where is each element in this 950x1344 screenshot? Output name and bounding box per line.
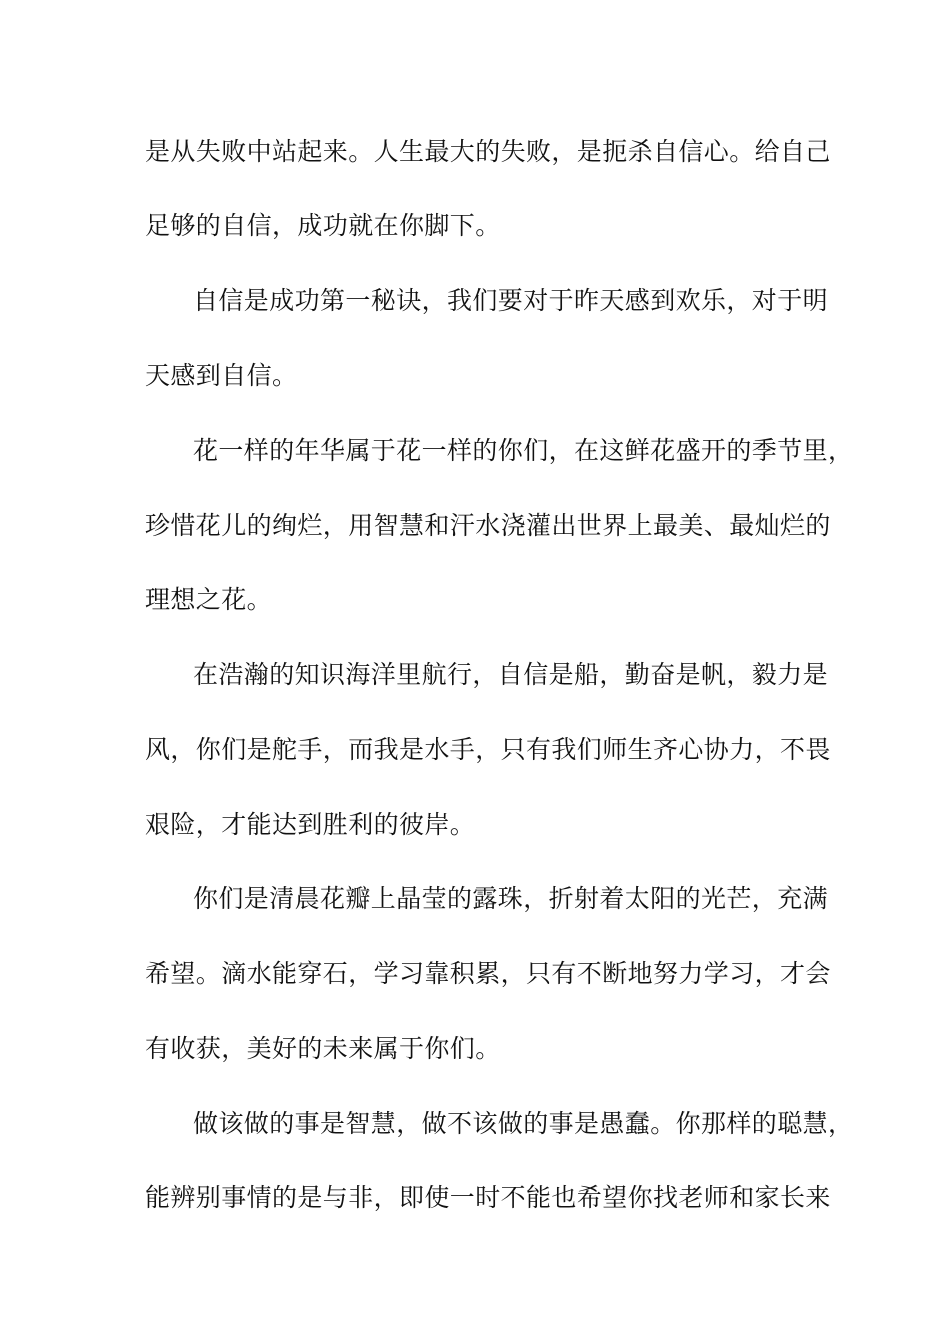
text-line: 珍惜花儿的绚烂，用智慧和汗水浇灌出世界上最美、最灿烂的 — [145, 511, 831, 540]
text-line: 理想之花。 — [145, 585, 273, 614]
paragraph-first-line: 花一样的年华属于花一样的你们，在这鲜花盛开的季节里， — [193, 436, 854, 465]
text-line: 足够的自信，成功就在你脚下。 — [145, 211, 501, 240]
paragraph-first-line: 自信是成功第一秘诀，我们要对于昨天感到欢乐，对于明 — [193, 286, 829, 315]
text-line: 希望。滴水能穿石，学习靠积累，只有不断地努力学习，才会 — [145, 959, 831, 988]
paragraph-first-line: 你们是清晨花瓣上晶莹的露珠，折射着太阳的光芒，充满 — [193, 884, 829, 913]
text-line: 有收获，美好的未来属于你们。 — [145, 1034, 501, 1063]
paragraph-first-line: 做该做的事是智慧，做不该做的事是愚蠢。你那样的聪慧， — [193, 1109, 854, 1138]
text-line: 风，你们是舵手，而我是水手，只有我们师生齐心协力，不畏 — [145, 735, 831, 764]
text-line: 天感到自信。 — [145, 361, 298, 390]
text-line: 艰险，才能达到胜利的彼岸。 — [145, 810, 476, 839]
text-line: 能辨别事情的是与非，即使一时不能也希望你找老师和家长来 — [145, 1183, 831, 1212]
text-line: 是从失败中站起来。人生最大的失败，是扼杀自信心。给自己 — [145, 137, 831, 166]
paragraph-first-line: 在浩瀚的知识海洋里航行，自信是船，勤奋是帆，毅力是 — [193, 660, 829, 689]
